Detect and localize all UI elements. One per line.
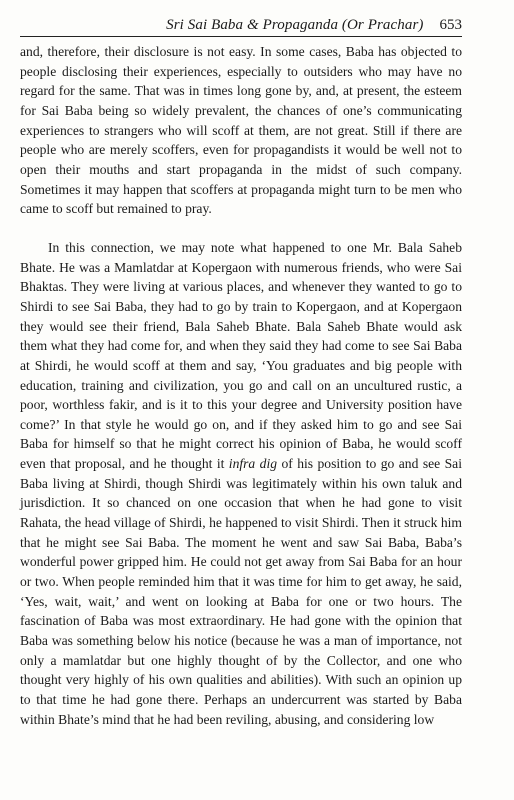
paragraph-text-before-italic: In this connection, we may note what happened to one Mr. Bala Saheb Bhate. He was a Mamlatdar at Kopergaon with numerous friends, who were Sai Bhaktas. They were living at various places, and whenever they wanted to go to Shirdi to see Sai Baba, they had to go by train to Kopergaon, and at Kopergaon they would see their friend, Bala Saheb Bhate. Bala Saheb Bhate would ask them what they had come for, and when they said they had come to see Sai Baba at Shirdi, he would scoff at them and say, ‘You graduates and big people with education, training and civilization, you go and call on an uncultured rustic, a poor, worthless fakir, and is it to this your degree and University position have come?’ In that style he would go on, and if they asked him to go and see Sai Baba for himself so that he might correct his opinion of Baba, he would scoff even that proposal, and he thought it xyxy=(20,239,462,472)
italic-phrase: infra dig xyxy=(228,456,278,472)
paragraph-text-after-italic: of his position to go and see Sai Baba living at Shirdi, though Shirdi was legitimately within his own taluk and jurisdiction. It so chanced on one occasion that when he had gone to visit Rahata, the head village of Shirdi, he happened to visit Shirdi. Then it struck him that he might see Sai Baba. The moment he went and saw Sai Baba, Baba’s wonderful power gripped him. He could not get away from Sai Baba for an hour or two. When people reminded him that it was time for him to get away, he said, ‘Yes, wait, wait,’ and went on looking at Baba for one or two hours. The fascination of Baba was most extraordinary. He had gone with the opinion that Baba was something below his notice (because he was a man of importance, not only a mamlatdar but one highly thought of by the Collector, and one who thought very highly of his own qualities and abilities). With such an opinion up to that time he had gone there. Perhaps an undercurrent was started by Baba within Bhate’s mind that he had been reviling, abusing, and considering low xyxy=(20,456,462,727)
running-header xyxy=(20,10,462,37)
paragraph-continuation: and, therefore, their disclosure is not easy. In some cases, Baba has objected to people disclosing their experiences, especially to outsiders who may have no regard for the same. That was in times long gone by, and, at present, the esteem for Sai Baba being so widely prevalent, the chances of one’s communicating experiences to strangers who will scoff at them, are not great. Still if there are people who are merely scoffers, even for propagandists it would be well not to open their mouths and start propaganda in the midst of such company. Sometimes it may happen that scoffers at propaganda might turn to be men who came to scoff but remained to pray. xyxy=(20,44,462,217)
paragraph-bala-saheb-bhate xyxy=(20,238,462,729)
page-number: 653 xyxy=(439,17,462,33)
body-text xyxy=(20,42,462,729)
running-title: Sri Sai Baba & Propaganda (Or Prachar) xyxy=(166,17,424,33)
